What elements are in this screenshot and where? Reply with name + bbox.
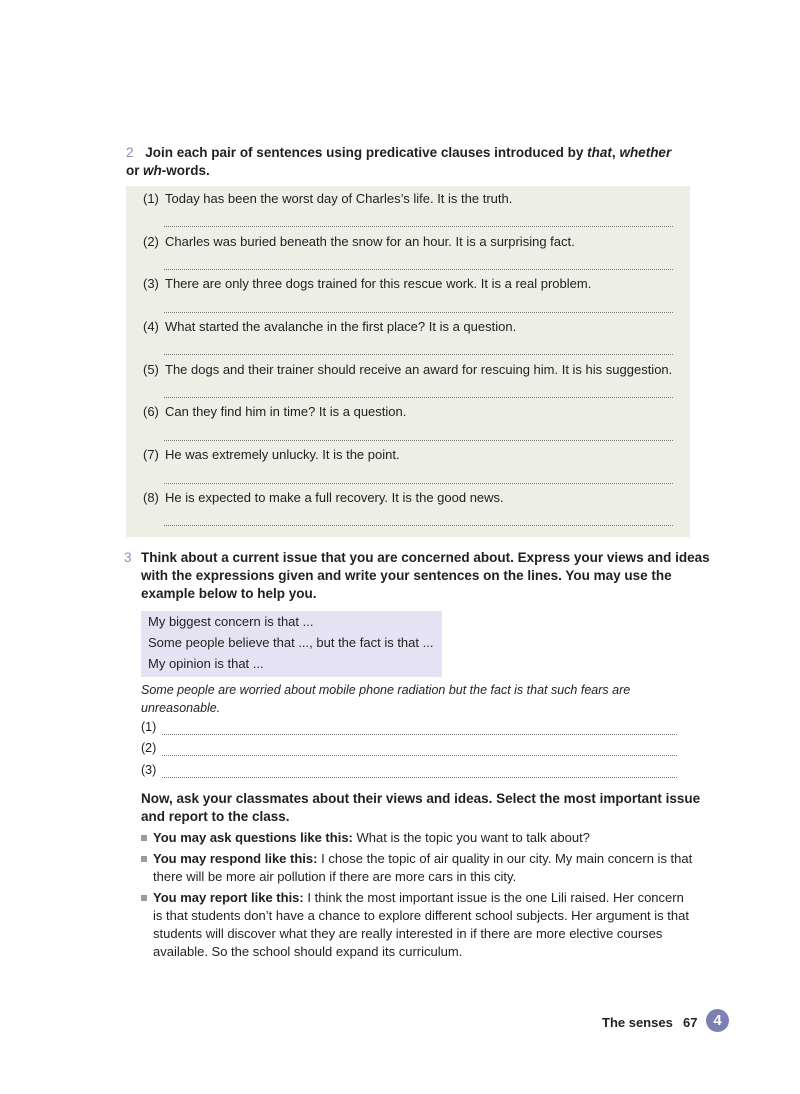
bullet-report [153,889,693,961]
item-text: Can they find him in time? It is a question. [165,404,407,419]
bullet-label: You may respond like this: [153,851,318,866]
bullet-text: I chose the topic of air quality in our city. My main concern is that there will be more air pollution if there are more cars in this city. [153,851,693,884]
write-line-label-2: (2) [141,741,157,755]
footer-section-title: The senses [602,1015,673,1030]
item-text: Today has been the worst day of Charles’s life. It is the truth. [165,191,513,206]
or-word: or [126,163,140,178]
answer-line-8[interactable] [164,525,673,526]
keyword-whether: whether [619,145,672,160]
unit-badge: 4 [706,1009,729,1032]
item-text: The dogs and their trainer should receive an award for rescuing him. It is his suggestion. [165,362,673,377]
item-text: He was extremely unlucky. It is the point. [165,447,400,462]
q2-heading-line2 [143,162,210,180]
expression-1: My biggest concern is that ... [148,614,314,629]
bullet-label: You may report like this: [153,890,304,905]
item-number: (3) [143,276,159,291]
exercise-item-8 [143,490,504,506]
q3-number: 3 [124,550,132,565]
expression-2: Some people believe that ..., but the fact is that ... [148,635,434,650]
answer-line-4[interactable] [164,354,673,355]
item-number: (7) [143,447,159,462]
q3-instruction-2: with the expressions given and write your sentences on the lines. You may use the [141,568,672,583]
q2-instruction: Join each pair of sentences using predicative clauses introduced by [145,145,588,160]
write-line-label-3: (3) [141,763,157,777]
exercise-item-1 [143,191,512,207]
example-line-2: unreasonable. [141,701,221,715]
answer-line-6[interactable] [164,440,673,441]
expression-3: My opinion is that ... [148,656,264,671]
write-line-3[interactable] [162,777,677,778]
bullet-icon [141,856,147,862]
keyword-wh: wh [143,163,162,178]
bullet-icon [141,835,147,841]
write-line-2[interactable] [162,755,677,756]
item-number: (2) [143,234,159,249]
item-text: Charles was buried beneath the snow for an hour. It is a surprising fact. [165,234,575,249]
exercise-item-7 [143,447,400,463]
item-text: There are only three dogs trained for this rescue work. It is a real problem. [165,276,592,291]
q2-heading [126,144,686,180]
item-number: (8) [143,490,159,505]
q3-heading [124,549,132,567]
exercise-item-2 [143,234,575,250]
followup-line-2: and report to the class. [141,809,290,824]
bullet-ask [153,829,693,847]
comma: , [611,145,620,160]
item-number: (6) [143,404,159,419]
example-line-1: Some people are worried about mobile phone radiation but the fact is that such fears are [141,683,631,697]
bullet-text: What is the topic you want to talk about? [356,830,590,845]
q3-instruction-3: example below to help you. [141,586,317,601]
words-suffix: -words. [161,163,210,178]
exercise-item-6 [143,404,406,420]
item-number: (4) [143,319,159,334]
bullet-respond [153,850,693,886]
write-line-label-1: (1) [141,720,157,734]
write-line-1[interactable] [162,734,677,735]
exercise-item-5 [143,362,672,378]
bullet-icon [141,895,147,901]
answer-line-1[interactable] [164,226,673,227]
q3-instruction-1: Think about a current issue that you are concerned about. Express your views and ideas [141,550,710,565]
followup-line-1: Now, ask your classmates about their views and ideas. Select the most important issue [141,791,701,806]
answer-line-3[interactable] [164,312,673,313]
exercise-item-4 [143,319,516,335]
q2-number: 2 [126,145,134,160]
bullet-label: You may ask questions like this: [153,830,353,845]
page-number: 67 [683,1015,698,1030]
answer-line-5[interactable] [164,397,673,398]
expressions-box [141,611,442,677]
item-number: (5) [143,362,159,377]
answer-line-7[interactable] [164,483,673,484]
item-text: He is expected to make a full recovery. It is the good news. [165,490,504,505]
item-text: What started the avalanche in the first place? It is a question. [165,319,517,334]
item-number: (1) [143,191,159,206]
answer-line-2[interactable] [164,269,673,270]
bullet-text: I think the most important issue is the one Lili raised. Her concern is that students don’t have a chance to explore different school subjects. Her argument is that students will discover what they are really interested in if there are more elective courses available. So the school should expand its curriculum. [153,890,689,959]
exercise-item-3 [143,276,591,292]
keyword-that: that [587,145,612,160]
